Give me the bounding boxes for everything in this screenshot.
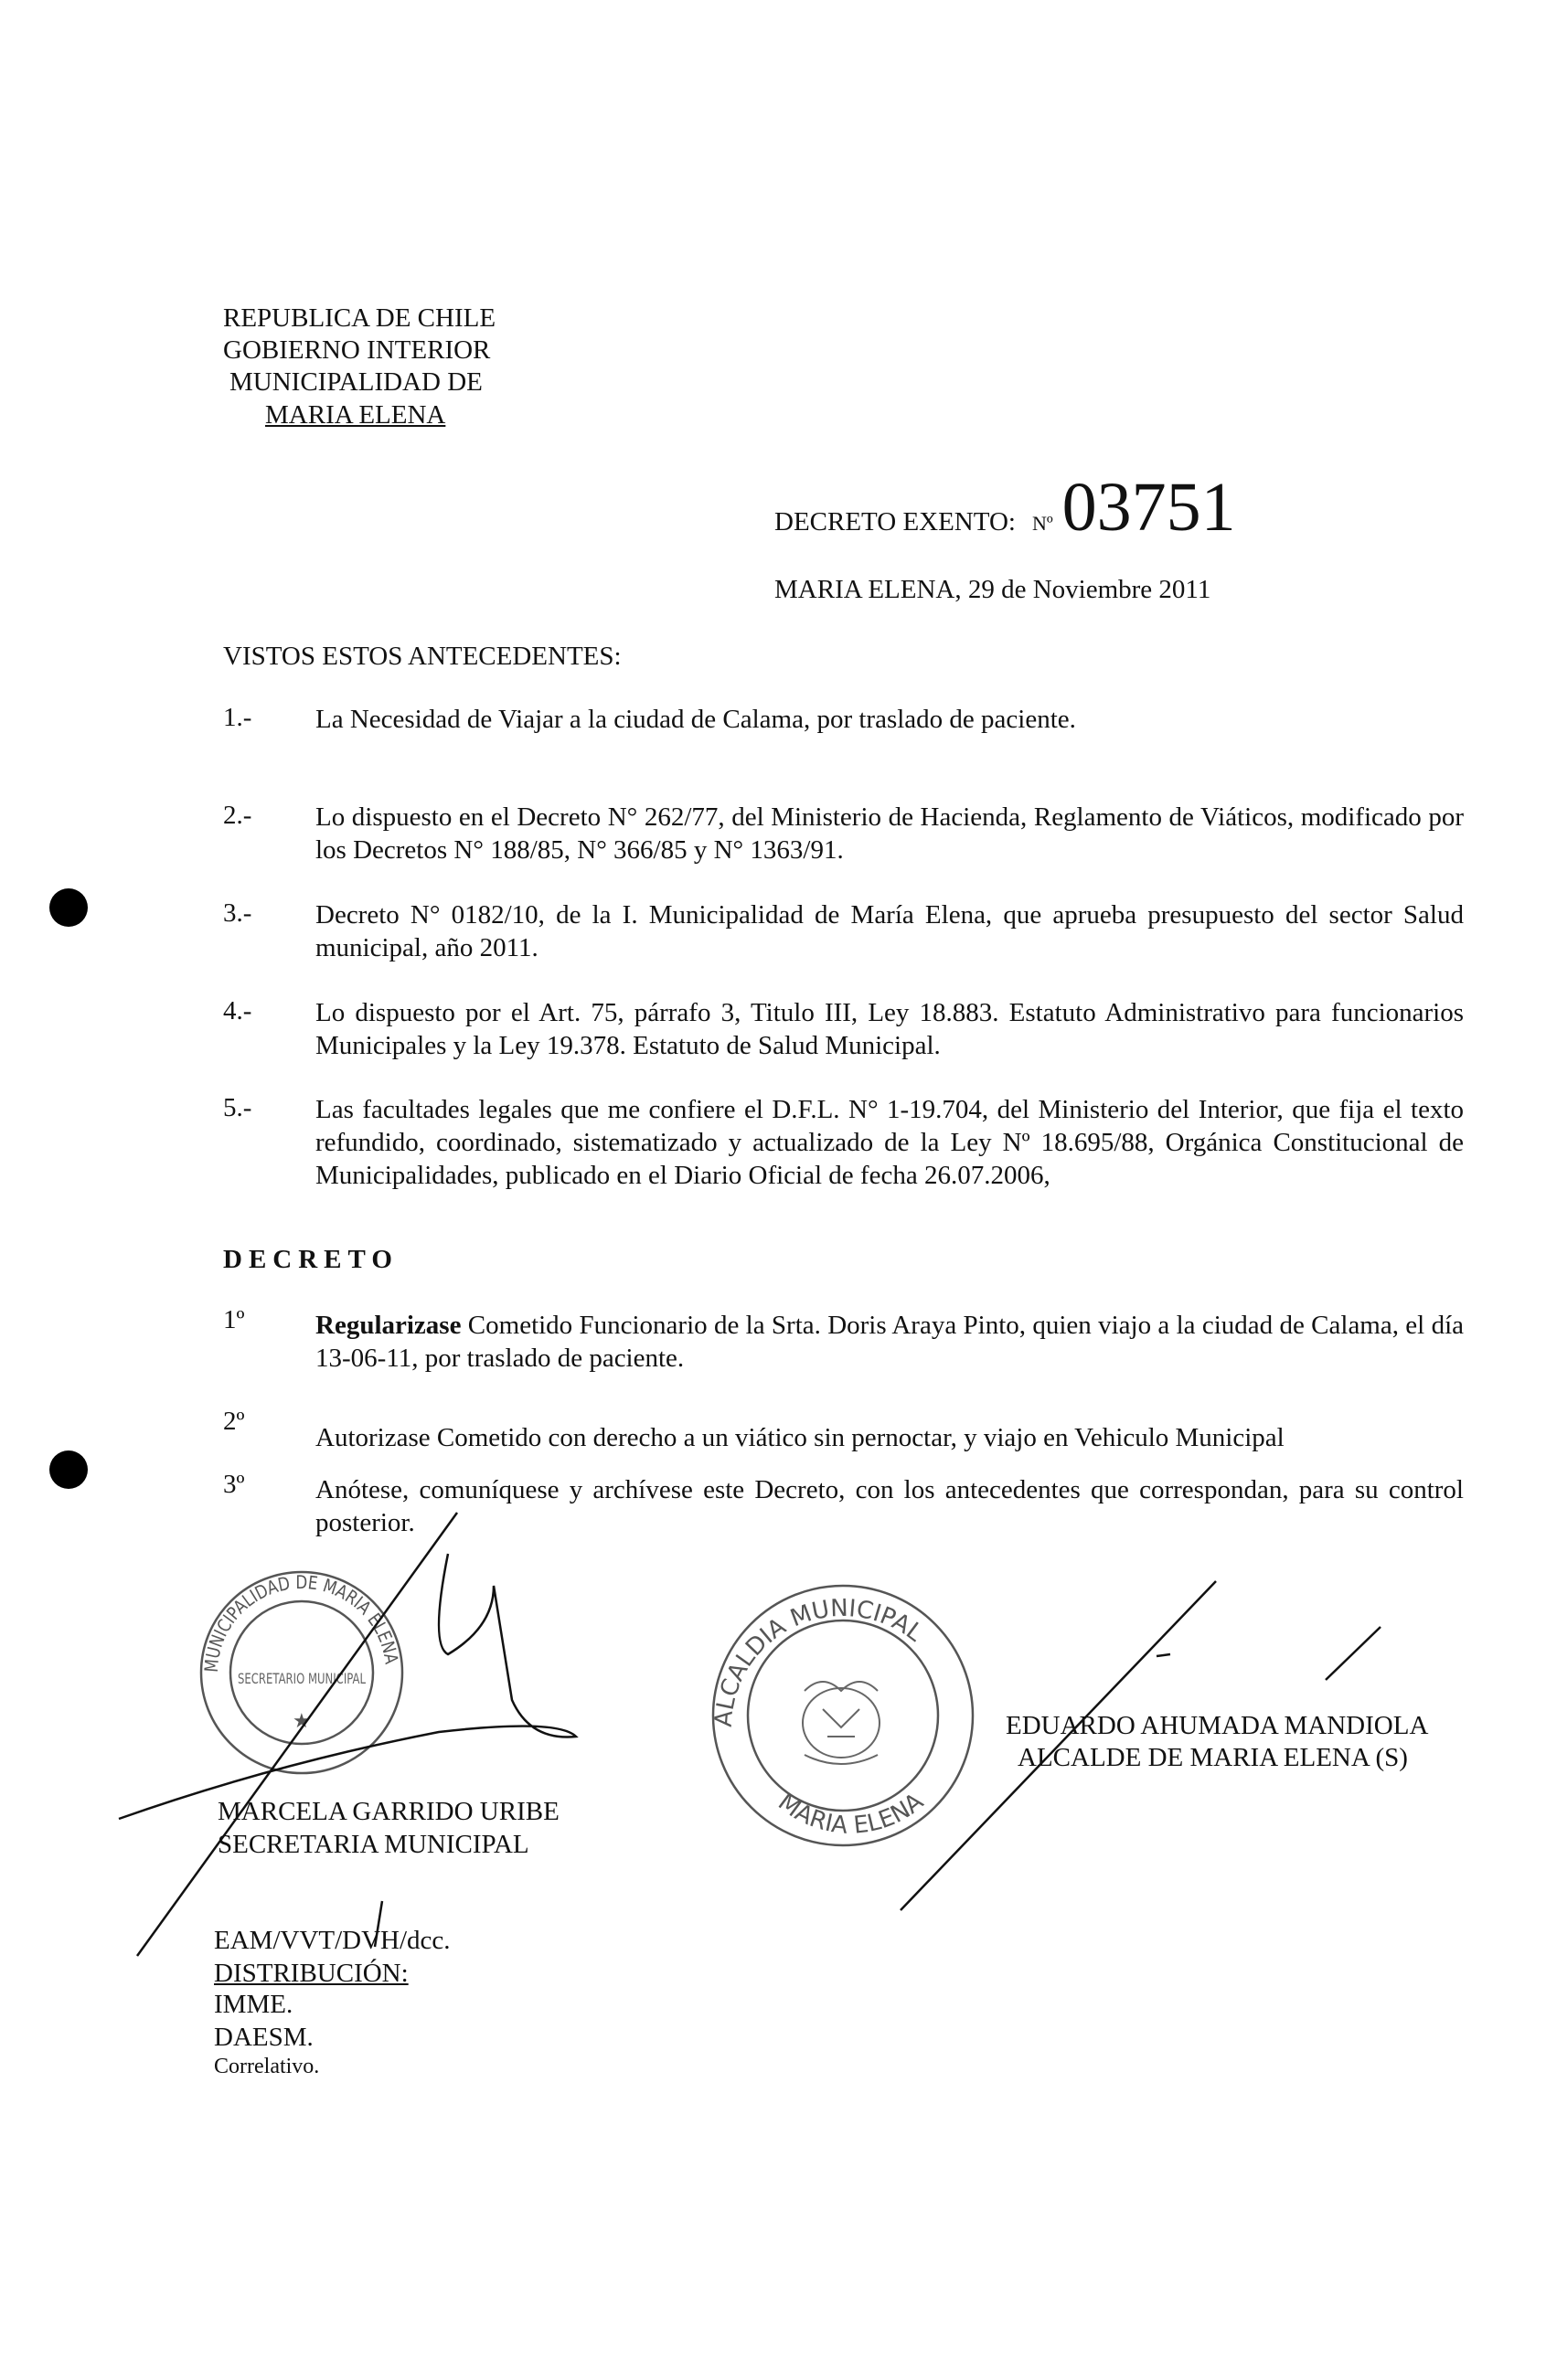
item-number: 2º	[223, 1407, 245, 1436]
right-stamp	[710, 1586, 973, 1845]
left-signer-name: MARCELA GARRIDO URIBE	[218, 1797, 560, 1826]
stamp-text: ALCALDIA MUNICIPAL	[709, 1594, 928, 1728]
stamp-text: MUNICIPALIDAD DE MARIA ELENA	[199, 1570, 403, 1673]
item-number: 2.-	[223, 801, 252, 830]
item-bold: Regularizase	[315, 1311, 462, 1340]
left-stamp	[200, 1571, 403, 1773]
recipient: DAESM.	[214, 2023, 314, 2052]
vistos-title: VISTOS ESTOS ANTECEDENTES:	[223, 642, 622, 671]
item-number: 5.-	[223, 1093, 252, 1122]
star-icon: ★	[293, 1709, 311, 1732]
recipient: IMME.	[214, 1990, 293, 2019]
item-number: 3º	[223, 1470, 245, 1499]
decreto-title: DECRETO	[223, 1245, 399, 1274]
item-text: Las facultades legales que me confiere el D.F.L. N° 1-19.704, del Ministerio del Interior, que fija el texto refundido, coordinado, sistematizado y actualizado de la Ley Nº 18.695/88, Orgánica Constitucional de Municipalidades, publicado en el Diario Oficial de fecha 26.07.2006,	[315, 1095, 1464, 1190]
letterhead-line: GOBIERNO INTERIOR	[223, 335, 491, 365]
right-signer-title: ALCALDE DE MARIA ELENA (S)	[1018, 1743, 1408, 1772]
coat-of-arms-icon	[803, 1682, 880, 1764]
item-body: Cometido Funcionario de la Srta. Doris Araya Pinto, quien viajo a la ciudad de Calama, el día 13-06-11, por traslado de paciente.	[315, 1311, 1464, 1373]
item-number: 1º	[223, 1305, 245, 1334]
stamp-text: SECRETARIO MUNICIPAL	[238, 1670, 367, 1687]
letterhead-line: MUNICIPALIDAD DE	[229, 367, 483, 397]
item-number: 4.-	[223, 996, 252, 1025]
stamp-text: MARIA ELENA	[773, 1788, 929, 1840]
place-date: MARIA ELENA, 29 de Noviembre 2011	[774, 575, 1211, 604]
item-text: Decreto N° 0182/10, de la I. Municipalidad de María Elena, que aprueba presupuesto del sector Salud municipal, año 2011.	[315, 900, 1464, 962]
decree-label: DECRETO EXENTO:	[774, 507, 1016, 537]
letterhead-line: REPUBLICA DE CHILE	[223, 303, 496, 333]
right-signer-name: EDUARDO AHUMADA MANDIOLA	[1006, 1711, 1429, 1740]
decree-number-prefix: Nº	[1031, 512, 1053, 535]
item-text: Lo dispuesto en el Decreto N° 262/77, del Ministerio de Hacienda, Reglamento de Viáticos, modificado por los Decretos N° 188/85, N° 366/85 y N° 1363/91.	[315, 802, 1464, 865]
item-text: Lo dispuesto por el Art. 75, párrafo 3, Titulo III, Ley 18.883. Estatuto Administrativo para funcionarios Municipales y la Ley 19.378. Estatuto de Salud Municipal.	[315, 998, 1464, 1060]
letterhead-line: MARIA ELENA	[265, 400, 446, 430]
item-number: 3.-	[223, 898, 252, 928]
item-number: 1.-	[223, 703, 252, 732]
item-text: Autorizase Cometido con derecho a un viático sin pernoctar, y viajo en Vehiculo Municipal	[315, 1423, 1285, 1452]
decree-number: 03751	[1061, 469, 1236, 546]
item-text: Anótese, comuníquese y archívese este Decreto, con los antecedentes que correspondan, para su control posterior.	[315, 1475, 1464, 1537]
initials: EAM/VVT/DVH/dcc.	[214, 1926, 451, 1955]
recipient: Correlativo.	[214, 2055, 320, 2078]
item-text: La Necesidad de Viajar a la ciudad de Calama, por traslado de paciente.	[315, 705, 1076, 734]
distribution-label: DISTRIBUCIÓN:	[214, 1959, 409, 1988]
left-signer-title: SECRETARIA MUNICIPAL	[218, 1830, 529, 1859]
